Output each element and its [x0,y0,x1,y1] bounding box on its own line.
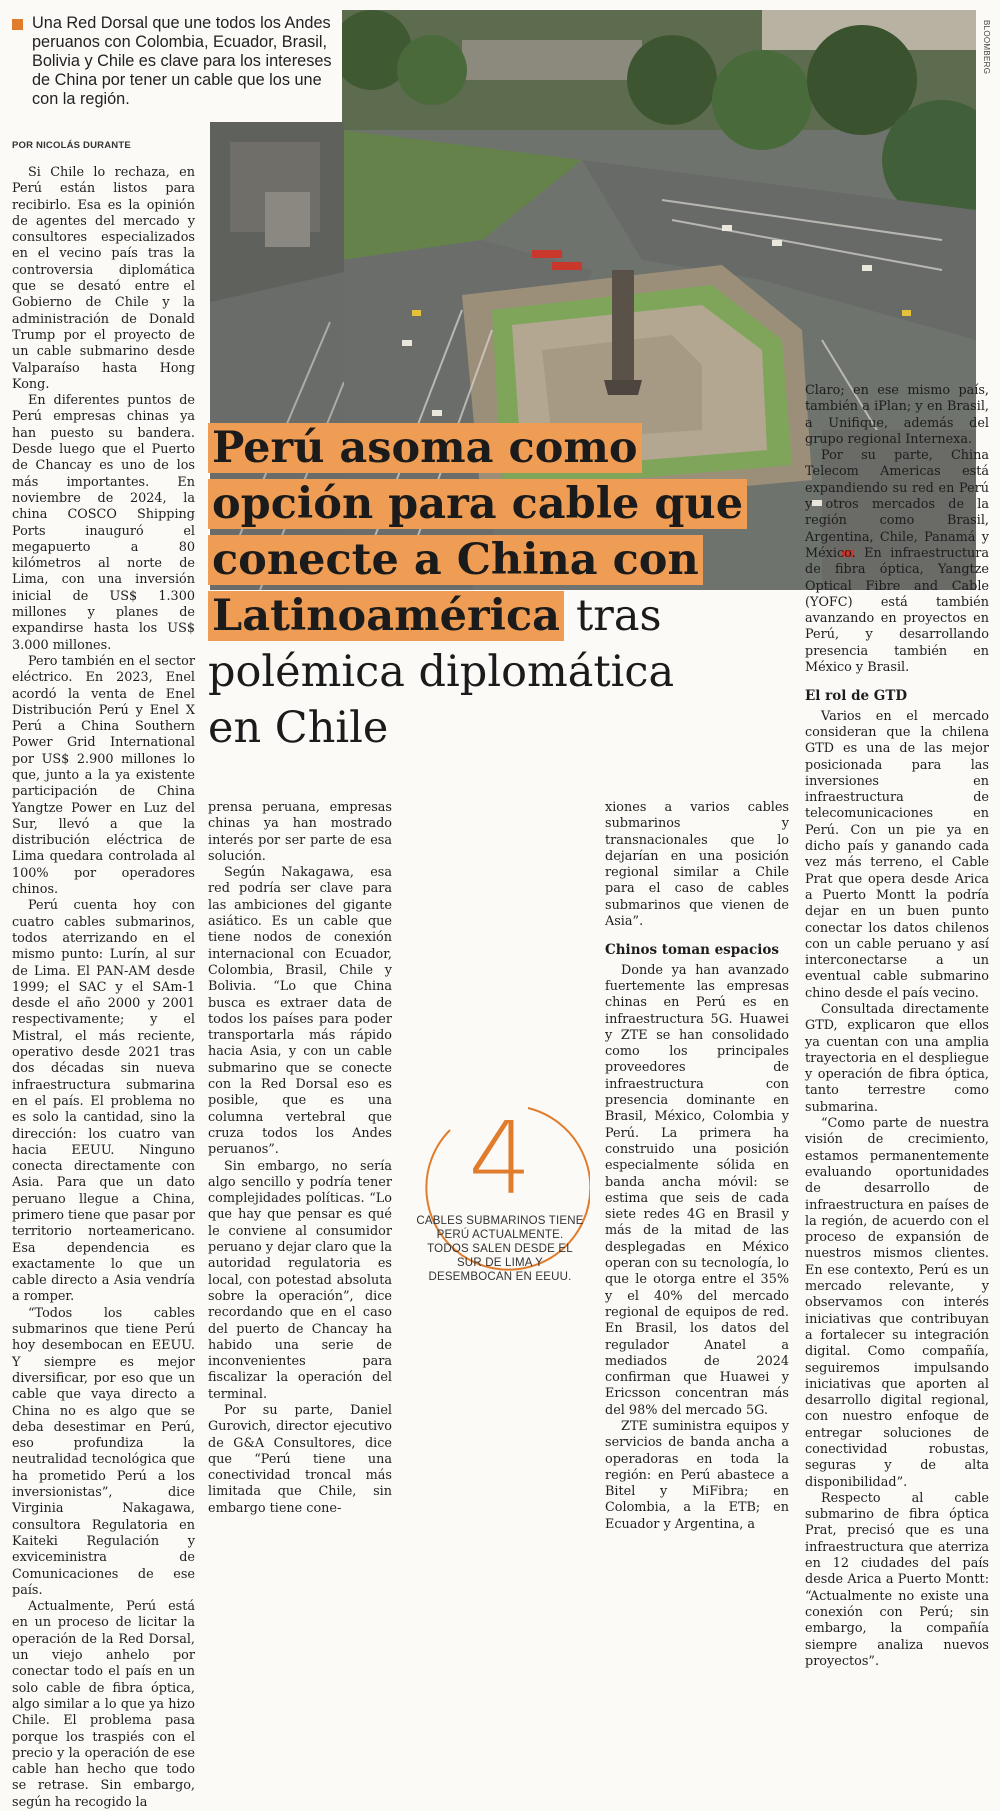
headline-line-4: Latinoamérica tras [208,588,768,644]
headline [208,420,768,756]
paragraph: Varios en el mercado consideran que la chilena GTD es una de las mejor posicionada para las inversiones en infraestructura de telecomunicaciones en Perú. Con un pie ya en dicho país y ganando cada vez más terreno, el Cable Prat que opera desde Arica a Puerto Montt la podría dejar en un buen punto conectar los datos chilenos con un cable peruano y así interconectarse a un eventual cable submarino chino desde el país vecino. [805,708,989,1001]
headline-line-2: opción para cable que [208,476,768,532]
paragraph: Por su parte, China Telecom Americas está expandiendo su red en Perú y otros mercados de la región como Brasil, Argentina, Chile, Panamá y México. En infraestructura de fibra óptica, Yangtze Optical Fibre and Cable (YOFC) está también avanzando en proyectos en Perú, y desarrollando presencia también en México y Brasil. [805,448,989,676]
paragraph: Por su parte, Daniel Gurovich, director ejecutivo de G&A Consultores, dice que “Perú tiene una conectividad troncal más limitada que Chile, sin embargo tiene cone- [208,1402,392,1516]
column-4 [805,383,989,1670]
paragraph: Respecto al cable submarino de fibra óptica Prat, precisó que es una infraestructura que aterriza en 12 ciudades del país desde Arica a Puerto Montt: “Actualmente no existe una conexión con Perú; sin embargo, la compañía siempre analiza nuevos proyectos”. [805,1490,989,1669]
paragraph: Donde ya han avanzado fuertemente las empresas chinas en Perú es en infraestructura 5G. Huawei y ZTE se han consolidado como los principales proveedores de infraestructura con presencia dominante en Brasil, México, Colombia y Perú. La primera ha construido una posición especialmente sólida en banda ancha móvil: se estima que seis de cada siete redes 4G en Brasil y más de la mitad de las desplegadas en México operan con su tecnología, lo que le otorga entre el 35% y el 40% del mercado regional de equipos de red. En Brasil, los datos del regulador Anatel a mediados de 2024 confirman que Huawei y Ericsson concentran más del 98% del mercado 5G. [605,962,789,1418]
headline-line-5: polémica diplomática [208,647,675,697]
byline: POR NICOLÁS DURANTE [12,140,131,151]
paragraph: Consultada directamente GTD, explicaron que ellos ya cuentan con una amplia trayectoria en el despliegue y operación de fibra óptica, tanto terrestre como submarina. [805,1001,989,1115]
paragraph: Pero también en el sector eléctrico. En 2023, Enel acordó la venta de Enel Distribución Perú y Enel X Perú a China Southern Power Grid International por US$ 2.900 millones lo que, junto a la ya existente participación de China Yangtze Power en Luz del Sur, llevó a que la distribución eléctrica de Lima quedara controlada al 100% por operadores chinos. [12,653,195,898]
headline-line-3: conecte a China con [208,532,768,588]
paragraph: Si Chile lo rechaza, en Perú están listos para recibirlo. Esa es la opinión de agentes del mercado y consultores especializados en el vecino país tras la controversia diplomática que se desató entre el Gobierno de Chile y la administración de Donald Trump por el proyecto de un cable submarino desde Valparaíso hasta Hong Kong. [12,165,195,392]
column-3 [605,800,789,1533]
paragraph: “Como parte de nuestra visión de crecimiento, estamos permanentemente evaluando oportunidades de desarrollo de infraestructura en países de la región, de acuerdo con el proceso de expansión de nuestros mismos clientes. En ese contexto, Perú es un mercado relevante, y observamos con interés iniciativas que contribuyan a fortalecer su integración digital. Como compañía, seguiremos impulsando iniciativas que aporten al desarrollo digital regional, con nuestro enfoque de entregar soluciones de conectividad robustas, seguras y de alta disponibilidad”. [805,1116,989,1490]
paragraph: Sin embargo, no sería algo sencillo y podría tener complejidades políticas. “Lo que hay que pensar es qué le conviene al consumidor peruano y dejar claro que la autoridad regulatoria es local, con potestad absoluta sobre la operación”, dice recordando que en el caso del puerto de Chancay ha habido una serie de inconvenientes para fiscalizar la operación del terminal. [208,1158,392,1402]
paragraph: Según Nakagawa, esa red podría ser clave para las ambiciones del gigante asiático. Es un cable que tiene nodos de conexión internacional con Ecuador, Colombia, Brasil, Chile y Bolivia. “Lo que China busca es extraer data de todos los países para poder transportarla más rápido hacia Asia, y con un cable submarino que se conecte con la Red Dorsal eso es posible, que es una columna vertebral que cruza todos los Andes peruanos”. [208,865,392,1158]
callout-number: 4 [468,1100,532,1217]
paragraph: prensa peruana, empresas chinas ya han mostrado interés por ser parte de esa solución. [208,800,392,864]
deck-bullet-square [12,19,23,30]
callout-text: CABLES SUBMARINOS TIENE PERÚ ACTUALMENTE. TODOS SALEN DESDE EL SUR DE LIMA Y DESEMBOCAN EN EEUU. [416,1215,584,1283]
photo-credit: BLOOMBERG [982,20,991,75]
paragraph: Perú cuenta hoy con cuatro cables submarinos, todos aterrizando en el mismo punto: Lurín, al sur de Lima. El PAN-AM desde 1999; el SAC y el SAm-1 desde el año 2000 y 2001 respectivamente; y el Mistral, el más reciente, operativo desde 2021 tras dos décadas sin nueva infraestructura submarina en el país. El problema no es solo la cantidad, sino la dirección: los cuatro van hacia EEUU. Ninguno conecta directamente con Asia. Para que un dato peruano llegue a China, primero tiene que pasar por territorio norteamericano. Esa dependencia es exactamente lo que un cable directo a Asia vendría a romper. [12,898,195,1305]
article-deck [12,14,337,109]
headline-line-6: en Chile [208,703,389,753]
subheading-chinos: Chinos toman espacios [605,942,779,959]
headline-line-1: Perú asoma como [208,420,768,476]
paragraph: ZTE suministra equipos y servicios de banda ancha a operadoras en toda la región: en Perú abastece a Bitel y MiFibra; en Colombia, a la ETB; en Ecuador y Argentina, a [605,1418,789,1532]
stat-callout [410,1100,590,1283]
paragraph: En diferentes puntos de Perú empresas chinas ya han puesto su bandera. Desde luego que el Puerto de Chancay es uno de los más importantes. En noviembre de 2024, la china COSCO Shipping Ports inauguró el megapuerto a 80 kilómetros al norte de Lima, con una inversión inicial de US$ 1.300 millones y planes de expandirse hasta los US$ 3.000 millones. [12,393,195,653]
column-1 [12,165,195,1811]
paragraph: “Todos los cables submarinos que tiene Perú hoy desembocan en EEUU. Y siempre es mejor diversificar, por eso que un cable que vaya directo a China no es algo que se deba desestimar en Perú, eso profundiza la neutralidad tecnológica que ha prometido Perú a los inversionistas”, dice Virginia Nakagawa, consultora Regulatoria en Kaiteki Regulación y exviceministra de Comunicaciones de ese país. [12,1305,195,1598]
subheading-gtd: El rol de GTD [805,688,908,705]
paragraph: Actualmente, Perú está en un proceso de licitar la operación de la Red Dorsal, un viejo anhelo por conectar todo el país en un solo cable de fibra óptica, algo similar a lo que ya hizo Chile. El problema pasa porque los traspiés con el precio y la operación de ese cable han hecho que todo se retrase. Sin embargo, según ha recogido la [12,1599,195,1810]
paragraph: Claro; en ese mismo país, también a iPlan; y en Brasil, a Unifique, además del grupo regional Internexa. [805,383,989,447]
paragraph: xiones a varios cables submarinos y transnacionales que lo dejarían en una posición regional similar a Chile para el caso de cables submarinos que vienen de Asia”. [605,800,789,930]
column-2 [208,800,392,1517]
deck-text: Una Red Dorsal que une todos los Andes peruanos con Colombia, Ecuador, Brasil, Bolivia y Chile es clave para los intereses de China por tener un cable que los une con la región. [32,14,332,108]
